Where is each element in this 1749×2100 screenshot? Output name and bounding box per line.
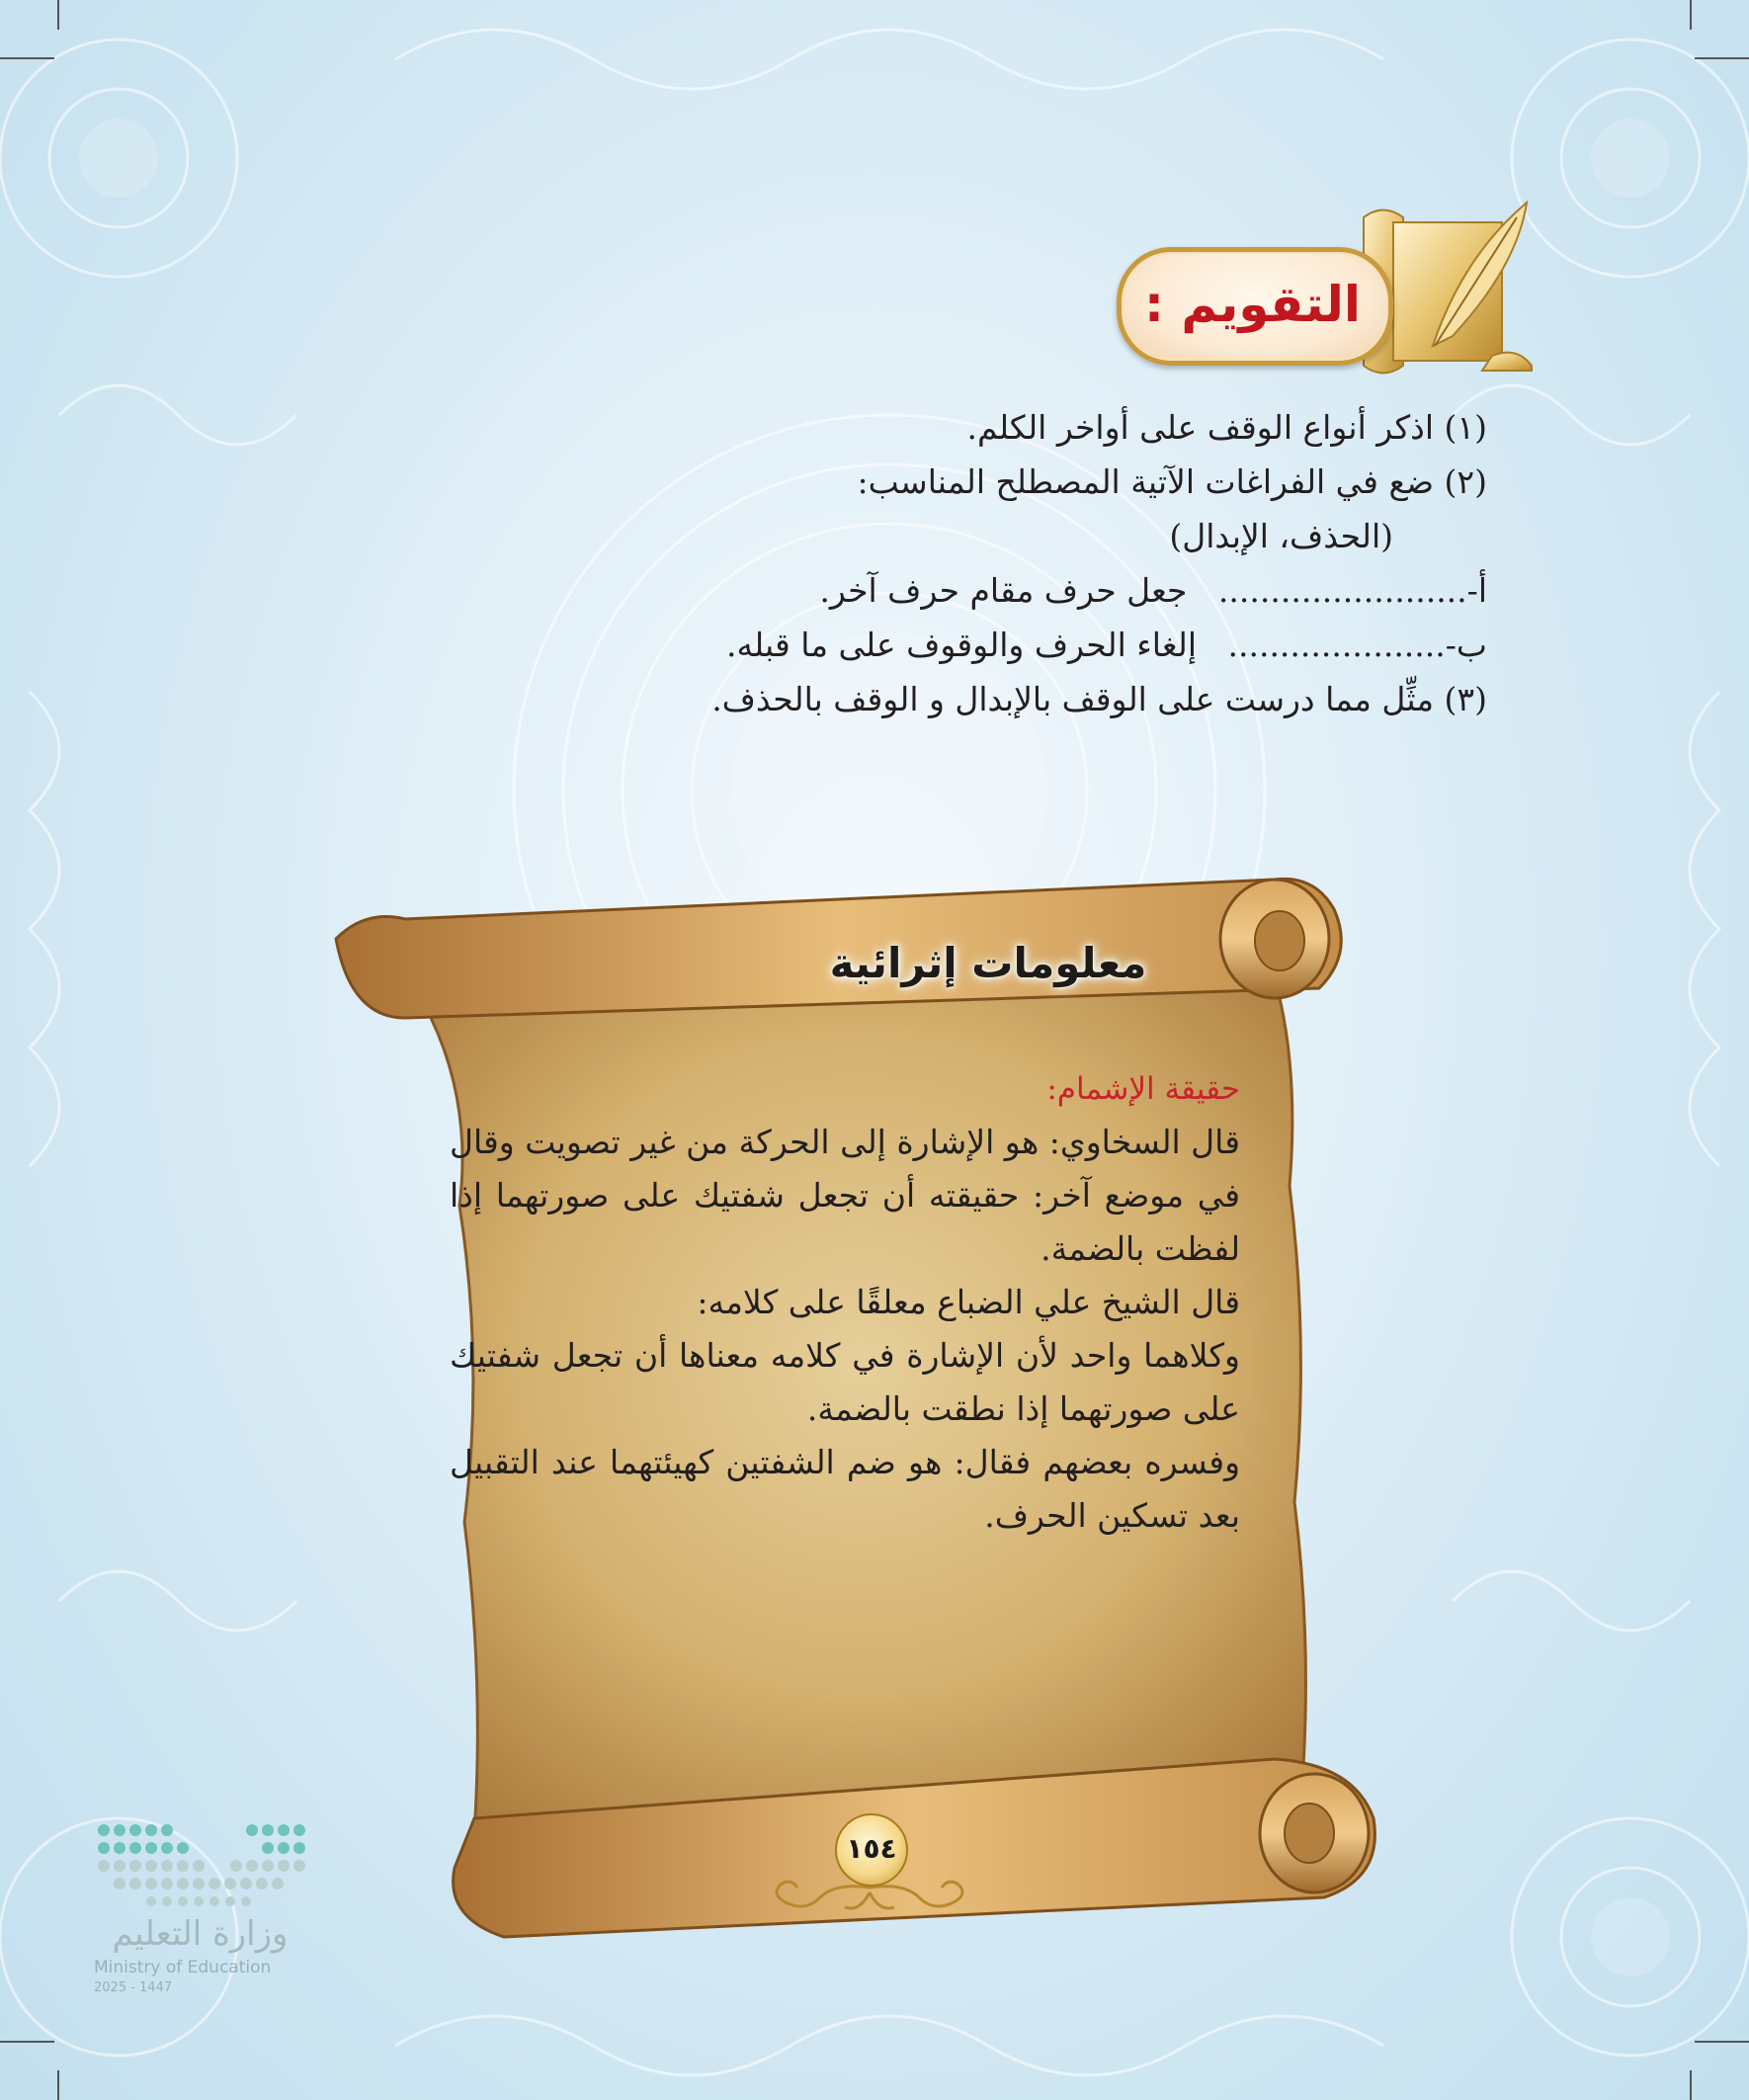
ministry-name-english: Ministry of Education bbox=[94, 1958, 272, 1977]
item-letter: أ- bbox=[1466, 571, 1487, 610]
enrichment-title: معلومات إثرائية bbox=[829, 939, 1147, 987]
enrichment-scroll bbox=[326, 870, 1423, 1967]
crop-mark bbox=[1690, 2070, 1692, 2100]
page-number-ornament bbox=[766, 1813, 973, 1922]
evaluation-badge bbox=[1117, 247, 1393, 366]
enrichment-paragraph: وكلاهما واحد لأن الإشارة في كلامه معناها أن تجعل شفتيك على صورتهما إذا نطقت بالضمة. bbox=[450, 1336, 1240, 1428]
ministry-year: 2025 - 1447 bbox=[94, 1980, 173, 1995]
question-3: (٣) مثِّل مما درست على الوقف بالإبدال و الوقف بالحذف. bbox=[711, 680, 1487, 718]
crop-mark bbox=[1695, 2041, 1749, 2043]
evaluation-title: التقويم : bbox=[1143, 276, 1362, 333]
ministry-name-arabic: وزارة التعليم bbox=[112, 1914, 289, 1954]
answer-blank: ..................... bbox=[1227, 626, 1446, 664]
question-1: (١) اذكر أنواع الوقف على أواخر الكلم. bbox=[966, 408, 1487, 447]
enrichment-body bbox=[450, 1062, 1240, 1543]
enrichment-paragraph: قال السخاوي: هو الإشارة إلى الحركة من غير تصويت وقال في موضع آخر: حقيقته أن تجعل شفتيك على صورتهما إذا لفظت بالضمة. bbox=[450, 1123, 1240, 1268]
ministry-logo bbox=[94, 1818, 321, 2016]
question-2: (٢) ضع في الفراغات الآتية المصطلح المناسب: bbox=[857, 462, 1487, 501]
evaluation-header bbox=[1117, 198, 1541, 395]
item-text: إلغاء الحرف والوقوف على ما قبله. bbox=[725, 626, 1197, 664]
crop-mark bbox=[1695, 57, 1749, 59]
item-text: جعل حرف مقام حرف آخر. bbox=[819, 571, 1188, 610]
crop-mark bbox=[0, 2041, 54, 2043]
page-number: ١٥٤ bbox=[846, 1832, 897, 1865]
page-number-badge bbox=[835, 1813, 908, 1887]
crop-mark bbox=[57, 0, 59, 30]
question-2-item-a bbox=[301, 563, 1487, 618]
ministry-dots-icon bbox=[94, 1818, 306, 1907]
crop-mark bbox=[1690, 0, 1692, 30]
answer-blank: ........................ bbox=[1217, 571, 1467, 610]
enrichment-paragraph: وفسره بعضهم فقال: هو ضم الشفتين كهيئتهما عند التقبيل بعد تسكين الحرف. bbox=[450, 1443, 1240, 1535]
evaluation-questions bbox=[301, 400, 1487, 726]
crop-mark bbox=[0, 57, 54, 59]
crop-mark bbox=[57, 2070, 59, 2100]
question-2-options: (الحذف، الإبدال) bbox=[1169, 517, 1393, 555]
item-letter: ب- bbox=[1445, 626, 1487, 664]
enrichment-subtitle: حقيقة الإشمام: bbox=[1046, 1071, 1240, 1107]
enrichment-paragraph: قال الشيخ علي الضباع معلقًا على كلامه: bbox=[697, 1283, 1240, 1321]
question-2-item-b bbox=[301, 618, 1487, 672]
